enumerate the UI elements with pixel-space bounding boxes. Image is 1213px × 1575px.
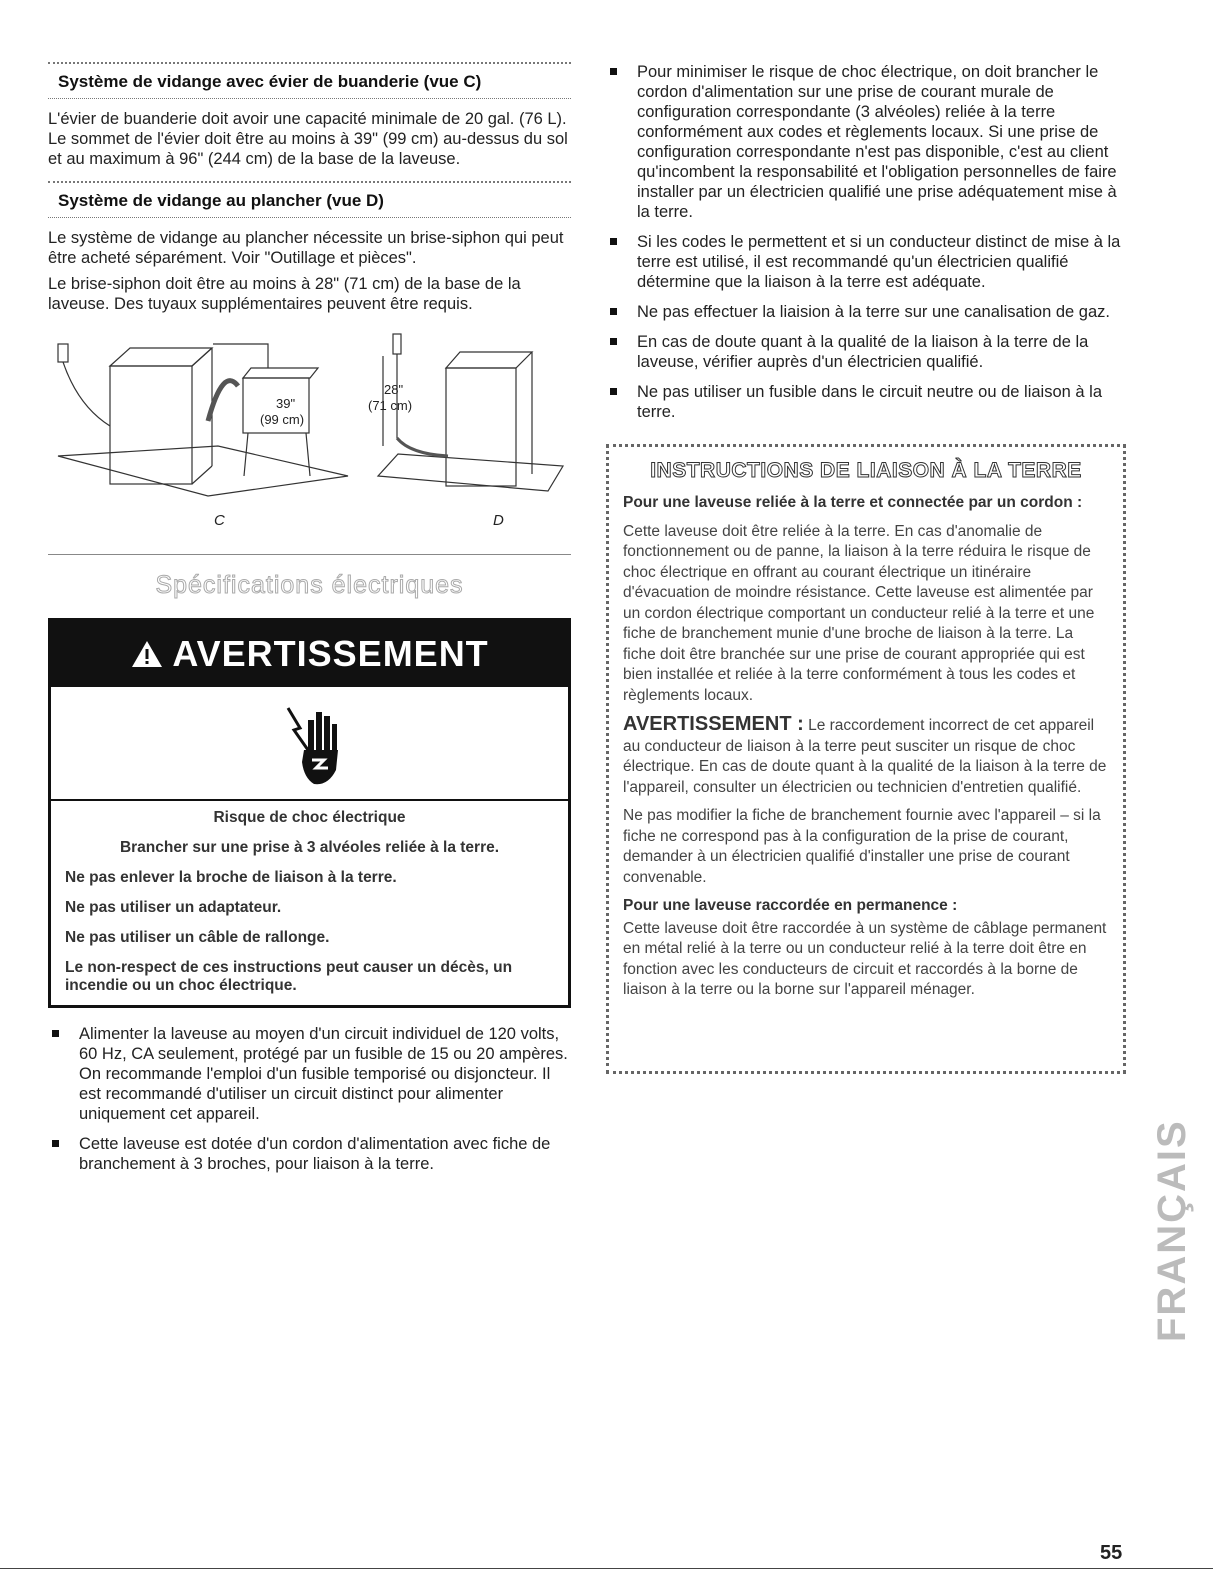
left-column — [48, 62, 571, 1184]
list-item-text: Cette laveuse est dotée d'un cordon d'alimentation avec fiche de branchement à 3 broches, pour liaison à la terre. — [79, 1135, 551, 1173]
list-item-text: Pour minimiser le risque de choc électrique, on doit brancher le cordon d'alimentation sur une prise de courant murale de configuration correspondante (3 alvéoles) reliée à la terre conformément aux codes et règlements locaux. Si une prise de configuration correspondante n'est pas disponible, c'est au client qu'incombent la responsabilité et l'obligation personnelles de faire installer par un électricien qualifié une prise adéquatement mise à la terre. — [637, 63, 1117, 221]
list-item — [48, 1134, 571, 1174]
warning-line-1: Risque de choc électrique — [213, 809, 406, 826]
list-item — [606, 302, 1126, 322]
list-item — [606, 332, 1126, 372]
page-number: 55 — [1100, 1542, 1123, 1564]
divider — [48, 217, 571, 218]
left-bullet-list — [48, 1024, 571, 1174]
dim-d-inches: 28" — [384, 382, 404, 397]
language-side-tab — [1142, 1080, 1194, 1350]
divider — [48, 181, 571, 183]
drain-illustration — [48, 326, 571, 538]
section-d-title: Système de vidange au plancher (vue D) — [58, 191, 384, 210]
bullet-icon — [610, 68, 617, 75]
section-d-text-1: Le système de vidange au plancher nécessite un brise-siphon qui peut être acheté séparément. Voir "Outillage et pièces". — [48, 229, 564, 267]
warning-line-2: Brancher sur une prise à 3 alvéoles reliée à la terre. — [119, 839, 500, 856]
warning-header — [51, 621, 568, 687]
grounding-text-1: Cette laveuse doit être reliée à la terre. En cas d'anomalie de fonctionnement ou de panne, la liaison à la terre réduira le risque de choc électrique en offrant au courant électrique un itinéraire d'évacuation de moindre résistance. Cette laveuse est alimentée par un cordon électrique comportant un conducteur relié à la terre et une fiche de branchement munie d'une broche de liaison à la terre. La fiche doit être branchée sur une prise de courant appropriée qui est bien installée et reliée à la terre conformément à tous les codes et règlements locaux. — [623, 522, 1095, 704]
divider — [48, 62, 571, 64]
bullet-icon — [610, 388, 617, 395]
warning-line-3: Ne pas enlever la broche de liaison à la terre. — [65, 869, 397, 886]
electrical-specs-title: Spécifications électriques — [155, 571, 464, 599]
section-d-text-2: Le brise-siphon doit être au moins à 28" (71 cm) de la base de la laveuse. Des tuyaux supplémentaires peuvent être requis. — [48, 275, 521, 313]
dim-c-cm: (99 cm) — [260, 412, 305, 427]
divider — [48, 554, 571, 555]
grounding-text-3: Ne pas modifier la fiche de branchement fournie avec l'appareil – si la fiche ne correspond pas à la configuration de la prise de courant, demander à un électricien qualifié d'installer une prise de courant convenable. — [623, 807, 1101, 886]
warning-line-4: Ne pas utiliser un adaptateur. — [65, 899, 282, 916]
dim-c-inches: 39" — [276, 396, 296, 411]
figure-label-c: C — [214, 512, 225, 529]
grounding-heading-cord: Pour une laveuse reliée à la terre et connectée par un cordon : — [623, 494, 1083, 511]
grounding-warning-text: Le raccordement incorrect de cet appareil au conducteur de liaison à la terre peut susciter un risque de choc électrique. En cas de doute quant à la qualité de la liaison à la terre de l'appareil, consulter un électricien ou technicien d'entretien qualifié. — [623, 717, 1107, 796]
warning-icon-area — [51, 687, 568, 801]
list-item — [606, 232, 1126, 292]
section-c-title: Système de vidange avec évier de buanderie (vue C) — [58, 72, 482, 91]
grounding-instructions-box — [606, 444, 1126, 1074]
grounding-text-4: Cette laveuse doit être raccordée à un système de câblage permanent en métal relié à la terre ou un conducteur relié à la terre doit être en fonction avec les conducteurs de circuit et raccordés à la borne de liaison à la terre ou la borne sur l'appareil ménager. — [623, 919, 1107, 998]
bullet-icon — [610, 238, 617, 245]
electric-shock-hand-icon — [278, 698, 342, 788]
dim-d-cm: (71 cm) — [368, 398, 413, 413]
bullet-icon — [52, 1140, 59, 1147]
list-item-text: Alimenter la laveuse au moyen d'un circuit individuel de 120 volts, 60 Hz, CA seulement, protégé par un fusible de 15 ou 20 ampères. On recommande l'emploi d'un fusible temporisé ou disjoncteur. Il est recommandé d'utiliser un circuit distinct pour alimenter uniquement cet appareil. — [79, 1025, 568, 1123]
language-side-tab-text: FRANÇAIS — [1150, 1119, 1194, 1342]
bullet-icon — [52, 1030, 59, 1037]
bullet-icon — [610, 308, 617, 315]
list-item-text: Ne pas effectuer la liaision à la terre sur une canalisation de gaz. — [637, 303, 1110, 321]
list-item — [606, 382, 1126, 422]
list-item-text: Ne pas utiliser un fusible dans le circuit neutre ou de liaison à la terre. — [637, 383, 1103, 421]
warning-line-5: Ne pas utiliser un câble de rallonge. — [65, 929, 330, 946]
warning-box — [48, 618, 571, 1008]
list-item — [606, 62, 1126, 222]
warning-header-text: AVERTISSEMENT — [172, 633, 489, 674]
divider — [0, 1568, 1213, 1569]
warning-body — [51, 801, 568, 1005]
figure-label-d: D — [493, 512, 504, 529]
grounding-warning-label: AVERTISSEMENT : — [623, 713, 804, 735]
list-item — [48, 1024, 571, 1124]
warning-line-6: Le non-respect de ces instructions peut causer un décès, un incendie ou un choc électrique. — [65, 959, 513, 994]
list-item-text: Si les codes le permettent et si un conducteur distinct de mise à la terre est utilisé, il est recommandé qu'un électricien qualifié détermine que la liaison à la terre est adéquate. — [637, 233, 1121, 291]
right-column — [606, 62, 1126, 1074]
list-item-text: En cas de doute quant à la qualité de la liaison à la terre de la laveuse, vérifier auprès d'un électricien qualifié. — [637, 333, 1089, 371]
grounding-box-title: INSTRUCTIONS DE LIAISON À LA TERRE — [650, 459, 1082, 482]
grounding-warning — [623, 714, 1109, 798]
divider — [48, 98, 571, 99]
grounding-heading-permanent: Pour une laveuse raccordée en permanence : — [623, 897, 958, 914]
warning-triangle-icon — [130, 639, 164, 669]
drain-diagram — [48, 326, 571, 538]
bullet-icon — [610, 338, 617, 345]
section-c-text: L'évier de buanderie doit avoir une capacité minimale de 20 gal. (76 L). Le sommet de l'évier doit être au moins à 39" (99 cm) au-dessus du sol et au maximum à 96" (244 cm) de la base de la laveuse. — [48, 110, 568, 168]
